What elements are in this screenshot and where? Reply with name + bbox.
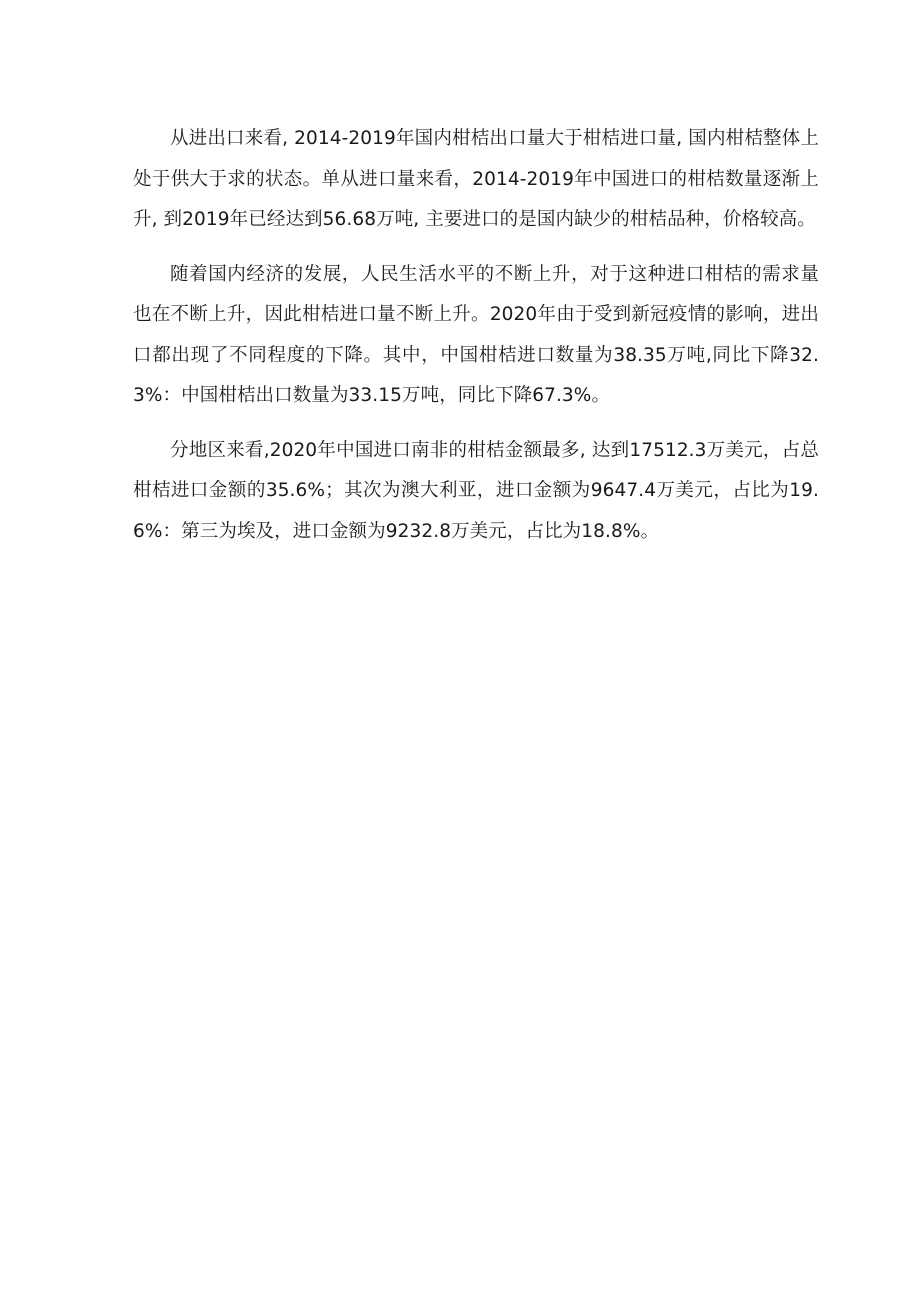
paragraph-demand-and-2020-decline: 随着国内经济的发展，人民生活水平的不断上升，对于这种进口柑桔的需求量也在不断上升，因此柑桔进口量不断上升。2020年由于受到新冠疫情的影响，进出口都出现了不同程度的下降。其中，中国柑桔进口数量为38.35万吨,同比下降32.3%：中国柑桔出口数量为33.15万吨，同比下降67.3%。 xyxy=(133,263,819,406)
document-body xyxy=(133,119,819,566)
paragraph-import-export-overview: 从进出口来看, 2014-2019年国内柑桔出口量大于柑桔进口量, 国内柑桔整体上处于供大于求的状态。单从进口量来看，2014-2019年中国进口的柑桔数量逐渐上升, 到2019年已经达到56.68万吨, 主要进口的是国内缺少的柑桔品种，价格较高。 xyxy=(133,128,819,230)
paragraph-regional-breakdown: 分地区来看,2020年中国进口南非的柑桔金额最多, 达到17512.3万美元，占总柑桔进口金额的35.6%；其次为澳大利亚，进口金额为9647.4万美元，占比为19.6%：第三为埃及，进口金额为9232.8万美元，占比为18.8%。 xyxy=(133,439,819,542)
